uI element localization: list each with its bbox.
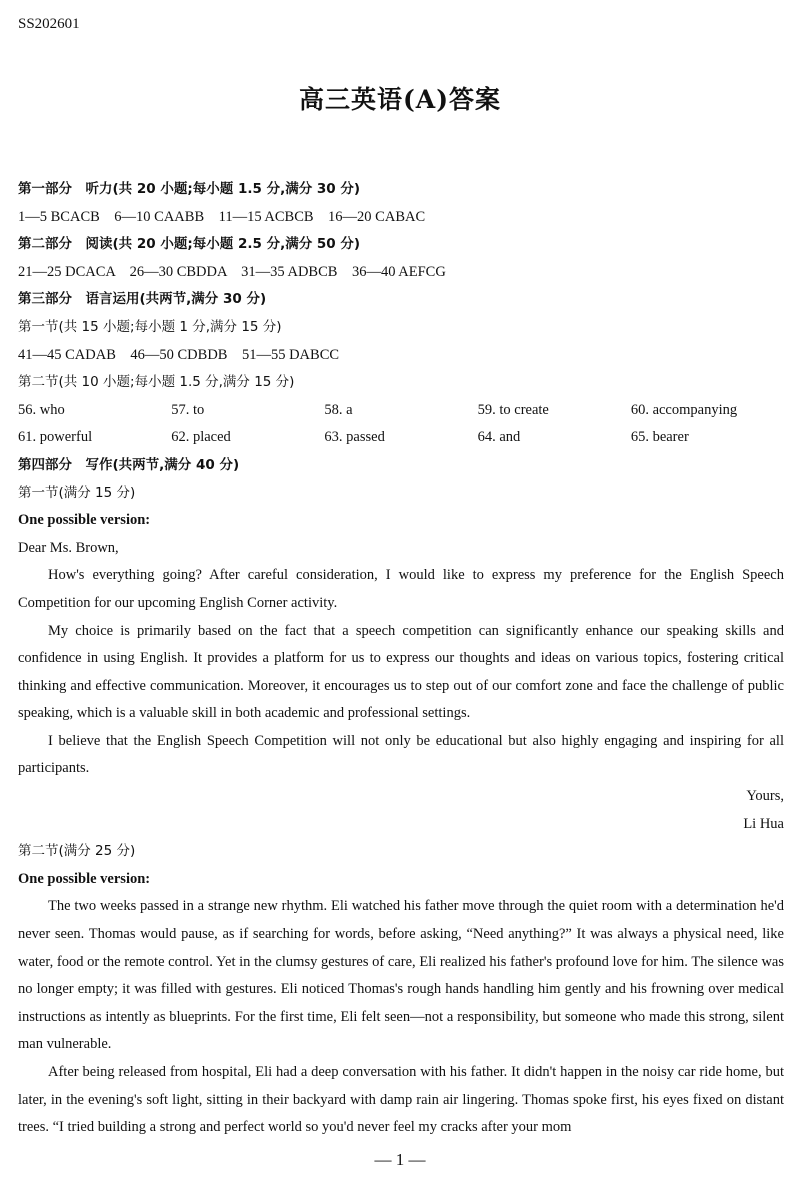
answer-row-1: [18, 397, 784, 425]
part2-answers: 21—25 DCACA 26—30 CBDDA 31—35 ADBCB 36—40 AEFCG: [18, 263, 446, 280]
part2-heading: 第二部分 阅读(共 20 小题;每小题 2.5 分,满分 50 分): [18, 236, 361, 253]
letter-greeting: Dear Ms. Brown,: [18, 539, 119, 556]
story-paragraph-1: The two weeks passed in a strange new rhythm. Eli watched his father move through the quiet room with a determination he'd never seen. Thomas would pause, as if searching for words, before asking, “Need anything?” It was always a physical need, like water, food or the remote control. Yet in the clumsy gestures of care, Eli realized his father's profound love for him. The silence was no longer empty; it was filled with gestures. Eli noticed Thomas's rough hands handling him gently and his frowning over medical instructions as intently as blueprints. For the first time, Eli felt seen—not a responsibility, but someone who made this strong, silent man vulnerable.: [18, 898, 784, 1053]
part1-answers: 1—5 BCACB 6—10 CAABB 11—15 ACBCB 16—20 CABAC: [18, 208, 426, 225]
part3-sec2-heading: 第二节(共 10 小题;每小题 1.5 分,满分 15 分): [18, 374, 295, 391]
part1-heading: 第一部分 听力(共 20 小题;每小题 1.5 分,满分 30 分): [18, 181, 361, 197]
answer-60: 60. accompanying: [630, 401, 738, 418]
letter-paragraph-2: My choice is primarily based on the fact that a speech competition can significantly enhance our speaking skills and confidence in using English. It provides a platform for us to express our thoughts and ideas on various topics, fostering critical thinking and effective communication. Moreover, it encourages us to step out of our comfort zone and face the challenge of public speaking, which is a valuable skill in both academic and professional settings.: [18, 622, 784, 722]
answer-58: 58. a: [324, 401, 353, 418]
answer-57: 57. to: [171, 401, 205, 418]
story-paragraph-2: After being released from hospital, Eli had a deep conversation with his father. It didn't happen in the noisy car ride home, but later, in the evening's soft light, sitting in their backyard with damp rain air lingering. Thomas spoke first, his eyes fixed on distant trees. “I tried building a strong and perfect world so you'd never feel my cracks after your mom: [18, 1064, 784, 1136]
answer-61: 61. powerful: [18, 429, 93, 446]
answer-62: 62. placed: [171, 429, 231, 446]
part3-heading: 第三部分 语言运用(共两节,满分 30 分): [18, 291, 267, 308]
part3-sec1-answers: 41—45 CADAB 46—50 CDBDB 51—55 DABCC: [18, 346, 340, 363]
letter-signature: Li Hua: [743, 815, 784, 832]
part4-sec2-heading: 第二节(满分 25 分): [18, 843, 136, 860]
answer-63: 63. passed: [324, 429, 385, 446]
answer-59: 59. to create: [477, 401, 549, 418]
version-label-2: One possible version:: [18, 870, 151, 887]
document-code: SS202601: [18, 16, 80, 32]
letter-paragraph-1: How's everything going? After careful consideration, I would like to express my preference for the English Speech Competition for our upcoming English Corner activity.: [18, 567, 784, 611]
answer-64: 64. and: [477, 429, 521, 446]
answer-65: 65. bearer: [630, 429, 689, 446]
letter-closing: Yours,: [746, 788, 784, 805]
page-title: 高三英语(A)答案: [298, 85, 502, 114]
version-label-1: One possible version:: [18, 512, 151, 529]
answer-row-2: [18, 424, 784, 452]
part4-heading: 第四部分 写作(共两节,满分 40 分): [18, 456, 240, 473]
letter-paragraph-3: I believe that the English Speech Competition will not only be educational but also highly engaging and inspiring for all participants.: [18, 732, 784, 777]
answer-content: [18, 176, 784, 1142]
part3-sec1-heading: 第一节(共 15 小题;每小题 1 分,满分 15 分): [18, 318, 282, 335]
answer-56: 56. who: [18, 401, 65, 418]
page-number: — 1 —: [374, 1150, 426, 1169]
part4-sec1-heading: 第一节(满分 15 分): [18, 484, 136, 501]
